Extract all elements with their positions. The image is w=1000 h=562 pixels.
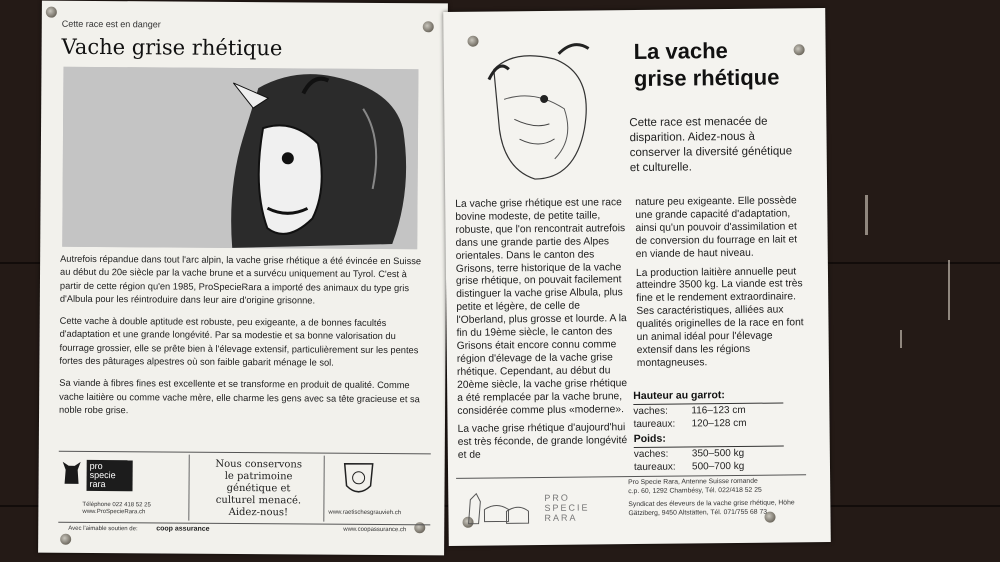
- stat-label: vaches:: [633, 448, 669, 461]
- stat-value: 116–123 cm: [691, 404, 746, 417]
- cow-logo-icon: [61, 458, 83, 486]
- intro-text: Cette race est menacée de disparition. Aidez-nous à conserver la diversité génétique et culturelle.: [629, 115, 793, 175]
- paragraph: La vache grise rhétique est une race bovine modeste, de petite taille, robuste, que l'on rencontrait autrefois dans une grande partie des Alpes orientales. Dans le canton des Grisons, terre historique de la vache grise rhétique, on pouvait facilement distinguer la vache grise Albula, plus petite et légère, de celle de l'Oberland, plus grosse et lourde. A la fin du 19ème siècle, le canton des Grisons était encore connu comme région d'élevage de la vache grise rhétique. Cependant, au début du 20ème siècle, la vache grise rhétique a été remplacée par la vache brune, considérée comme plus «moderne».: [455, 197, 628, 417]
- screw-icon: [423, 21, 434, 32]
- kicker-text: Cette race est en danger: [61, 18, 161, 30]
- farmer-cows-logo-icon: [462, 485, 532, 530]
- stat-label: vaches:: [633, 405, 668, 418]
- page-title: La vache grise rhétique: [633, 38, 780, 92]
- body-column-right: [635, 195, 809, 377]
- cow-sketch: [474, 38, 596, 189]
- stat-value: 120–128 cm: [691, 417, 747, 430]
- height-heading: Hauteur au garrot:: [633, 389, 725, 403]
- psr-logo: pro specie rara: [87, 460, 133, 491]
- stat-row: [634, 460, 784, 473]
- breed-society-emblem-icon: [340, 460, 376, 500]
- paragraph: La vache grise rhétique d'aujourd'hui est très féconde, de grande longévité et de: [457, 422, 628, 462]
- stat-row: [634, 447, 784, 460]
- divider: [188, 455, 189, 521]
- psr-contact: Pro Specie Rara, Antenne Suisse romande c.p. 60, 1292 Chambésy, Tél. 022/418 52 25: [628, 477, 762, 496]
- stat-row: [633, 404, 783, 417]
- paragraph: Autrefois répandue dans tout l'arc alpin, la vache grise rhétique a été évincée en Suisse au début du 20e siècle par la vache brune et a survécu uniquement au Tyrol. C'est à partir de cette région qu'en 1985, ProSpecieRara a importé des animaux du type gris d'Albula pour les réintroduire dans leur aire d'origine grisonne.: [59, 253, 422, 306]
- sponsor-url: www.coopassurance.ch: [343, 526, 407, 534]
- paragraph: La production laitière annuelle peut atteindre 3500 kg. La viande est très fine et le rendement extraordinaire. Ses caractéristiques, alliées aux qualités originelles de la race en font un animal idéal pour l'élevage extensif dans les régions montagneuses.: [635, 265, 804, 369]
- psr-logo: PRO SPECIE RARA: [544, 492, 590, 523]
- syndicate-contact: Syndicat des éleveurs de la vache grise rhétique, Höhe Gätziberg, 9450 Altstätten, Tél. 071/755 68 73: [628, 499, 795, 518]
- left-body-text: [59, 253, 425, 429]
- paragraph: nature peu exigeante. Elle possède une grande capacité d'adaptation, ainsi qu'un pouvoir d'assimilation et de conversion du fourrage en lait et en viande de haut niveau.: [635, 195, 798, 260]
- divider: [323, 456, 324, 522]
- stat-row: [633, 417, 783, 430]
- stat-value: 500–700 kg: [691, 460, 745, 473]
- stat-value: 350–500 kg: [691, 447, 745, 460]
- paragraph: Sa viande à fibres fines est excellente et se transforme en produit de qualité. Comme vache laitière ou comme vache mère, elle charme les gens avec sa tête gracieuse et sa noble robe grise.: [59, 378, 420, 416]
- sponsor-text: Avec l'aimable soutien de:: [68, 525, 138, 533]
- screw-icon: [60, 534, 71, 545]
- stat-label: taureaux:: [633, 418, 676, 431]
- page-title: Vache grise rhétique: [61, 34, 283, 61]
- breed-url: www.raetischesgrauvieh.ch: [328, 509, 402, 517]
- cow-illustration: [62, 67, 418, 249]
- right-info-board: [443, 8, 831, 546]
- screw-icon: [46, 7, 57, 18]
- paragraph: Cette vache à double aptitude est robuste, peu exigeante, a de bonnes facultés d'adaptation et une grande longévité. Par sa modestie et sa bonne valorisation du fourrage grossier, elle se prête bien à l'élevage extensif, particulièrement sur les pentes fortes des pâturages alpestres où son faible gabarit ménage le sol.: [59, 315, 419, 368]
- left-footer: [58, 451, 430, 526]
- slogan-text: Nous conservons le patrimoine génétique et culturel menacé. Aidez-nous!: [215, 458, 303, 519]
- left-info-board: [38, 1, 448, 556]
- weight-heading: Poids:: [633, 432, 666, 446]
- sponsor-brand: coop assurance: [156, 525, 210, 533]
- stat-label: taureaux:: [633, 461, 676, 474]
- body-column-left: [455, 197, 630, 469]
- psr-contact: Téléphone 022 418 52 25 www.ProSpecieRara.ch: [82, 501, 151, 516]
